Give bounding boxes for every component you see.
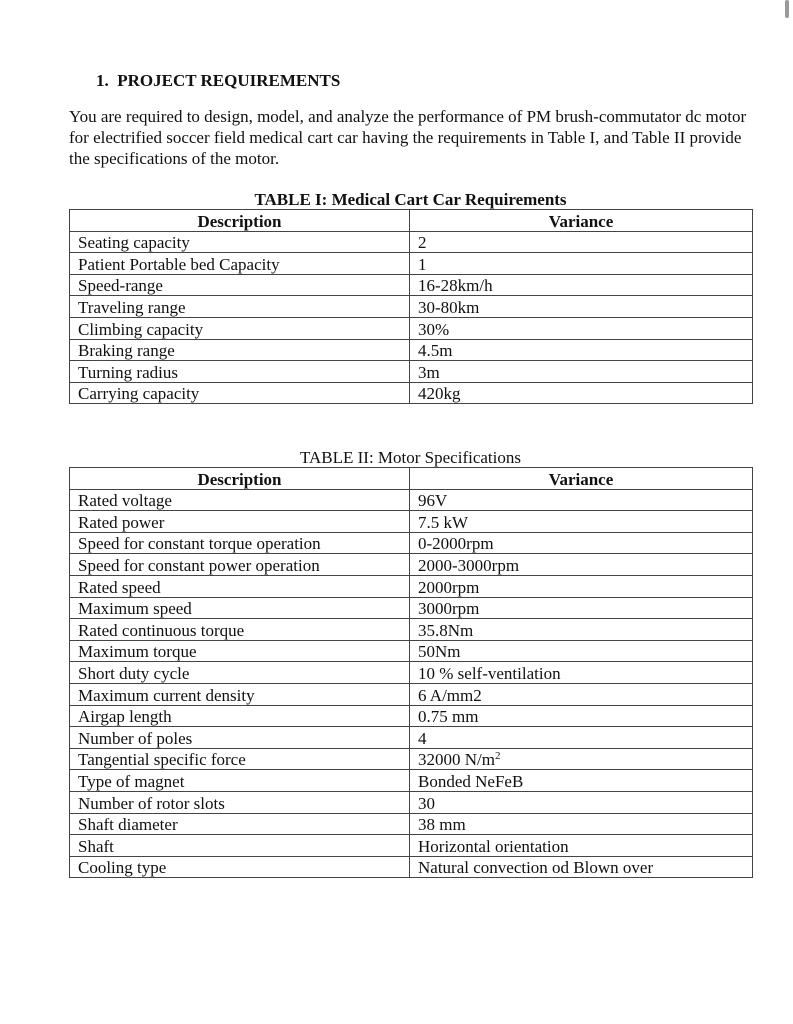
variance-value: 0-2000rpm [418, 534, 494, 554]
description-cell: Speed for constant torque operation [70, 532, 410, 554]
variance-value: 30-80km [418, 297, 480, 317]
table-header-row [70, 468, 753, 490]
variance-value: 0.75 mm [418, 707, 479, 727]
description-cell: Rated power [70, 511, 410, 533]
column-header-variance: Variance [410, 468, 753, 490]
motor-specs-table-body [70, 489, 753, 878]
description-cell: Maximum torque [70, 640, 410, 662]
table-row [70, 489, 753, 511]
description-cell: Shaft diameter [70, 813, 410, 835]
variance-value: 7.5 kW [418, 512, 469, 532]
table-header-row [70, 210, 753, 232]
description-cell: Seating capacity [70, 231, 410, 253]
requirements-table-body [70, 231, 753, 404]
description-cell: Short duty cycle [70, 662, 410, 684]
variance-cell [410, 835, 753, 857]
variance-cell [410, 382, 753, 404]
description-cell: Speed-range [70, 274, 410, 296]
variance-cell [410, 575, 753, 597]
description-cell: Rated continuous torque [70, 619, 410, 641]
variance-cell [410, 791, 753, 813]
table-row [70, 835, 753, 857]
table2-caption: TABLE II: Motor Specifications [299, 448, 521, 467]
table-row [70, 856, 753, 878]
description-cell: Climbing capacity [70, 317, 410, 339]
motor-specs-table [69, 467, 753, 878]
variance-value: 1 [418, 254, 427, 274]
variance-cell [410, 662, 753, 684]
description-cell: Turning radius [70, 361, 410, 383]
table-row [70, 339, 753, 361]
variance-value: 4 [418, 728, 427, 748]
description-cell: Airgap length [70, 705, 410, 727]
table-row [70, 813, 753, 835]
description-cell: Speed for constant power operation [70, 554, 410, 576]
table-row [70, 662, 753, 684]
variance-value: 16-28km/h [418, 276, 493, 296]
variance-value: 50Nm [418, 642, 461, 662]
column-header-variance: Variance [410, 210, 753, 232]
variance-value: Natural convection od Blown over [418, 858, 654, 878]
variance-value: 35.8Nm [418, 620, 474, 640]
variance-cell [410, 532, 753, 554]
description-cell: Tangential specific force [70, 748, 410, 770]
variance-cell [410, 554, 753, 576]
description-cell: Number of rotor slots [70, 791, 410, 813]
variance-cell [410, 770, 753, 792]
table-row [70, 532, 753, 554]
table-row [70, 253, 753, 275]
variance-cell [410, 231, 753, 253]
description-cell: Maximum speed [70, 597, 410, 619]
column-header-description: Description [70, 468, 410, 490]
table-row [70, 619, 753, 641]
description-cell: Cooling type [70, 856, 410, 878]
variance-cell [410, 640, 753, 662]
description-cell: Braking range [70, 339, 410, 361]
unit-superscript: 2 [494, 750, 501, 763]
variance-cell [410, 705, 753, 727]
description-cell: Shaft [70, 835, 410, 857]
variance-value: 4.5m [418, 341, 453, 361]
column-header-description: Description [70, 210, 410, 232]
description-cell: Rated speed [70, 575, 410, 597]
variance-value: 32000 N/m [418, 750, 495, 770]
variance-value: 6 A/mm2 [418, 685, 482, 705]
description-cell: Number of poles [70, 727, 410, 749]
variance-value: 38 mm [418, 815, 466, 835]
variance-cell [410, 361, 753, 383]
table-row [70, 361, 753, 383]
variance-cell [410, 727, 753, 749]
table-row [70, 705, 753, 727]
variance-value: 3m [418, 362, 440, 382]
variance-cell [410, 253, 753, 275]
table-row [70, 317, 753, 339]
table1-caption: TABLE I: Medical Cart Car Requirements [254, 190, 567, 209]
table-row [70, 640, 753, 662]
variance-value: 96V [418, 491, 448, 511]
table-row [70, 683, 753, 705]
intro-paragraph: You are required to design, model, and analyze the performance of PM brush-commutator dc motor for electrified soccer field medical cart car having the requirements in Table I, and Table II provide the specifications of the motor. [69, 107, 747, 168]
variance-cell [410, 619, 753, 641]
variance-cell [410, 683, 753, 705]
table-row [70, 554, 753, 576]
section-heading: 1. PROJECT REQUIREMENTS [96, 71, 341, 90]
variance-value: 2 [418, 233, 427, 253]
table-row [70, 770, 753, 792]
table-row [70, 231, 753, 253]
variance-cell [410, 856, 753, 878]
variance-value: Bonded NeFeB [418, 771, 524, 791]
table-row [70, 274, 753, 296]
description-cell: Rated voltage [70, 489, 410, 511]
variance-cell [410, 274, 753, 296]
table-row [70, 575, 753, 597]
variance-value: Horizontal orientation [418, 836, 569, 856]
variance-cell [410, 296, 753, 318]
requirements-table [69, 209, 753, 404]
description-cell: Traveling range [70, 296, 410, 318]
table-row [70, 382, 753, 404]
variance-value: 10 % self-ventilation [418, 663, 561, 683]
description-cell: Maximum current density [70, 683, 410, 705]
description-cell: Patient Portable bed Capacity [70, 253, 410, 275]
table-row [70, 296, 753, 318]
variance-value: 30 [418, 793, 435, 813]
table-row [70, 597, 753, 619]
table-row [70, 511, 753, 533]
variance-value: 3000rpm [418, 599, 480, 619]
variance-value: 420kg [418, 384, 461, 404]
description-cell: Type of magnet [70, 770, 410, 792]
variance-cell [410, 511, 753, 533]
variance-cell [410, 339, 753, 361]
variance-cell [410, 813, 753, 835]
variance-value: 30% [418, 319, 450, 339]
description-cell: Carrying capacity [70, 382, 410, 404]
variance-value: 2000-3000rpm [418, 555, 520, 575]
variance-cell [410, 317, 753, 339]
variance-cell [410, 597, 753, 619]
variance-cell [410, 748, 753, 770]
table-row [70, 748, 753, 770]
variance-cell [410, 489, 753, 511]
table-row [70, 727, 753, 749]
table-row [70, 791, 753, 813]
variance-value: 2000rpm [418, 577, 480, 597]
scrollbar-thumb[interactable] [785, 0, 789, 18]
